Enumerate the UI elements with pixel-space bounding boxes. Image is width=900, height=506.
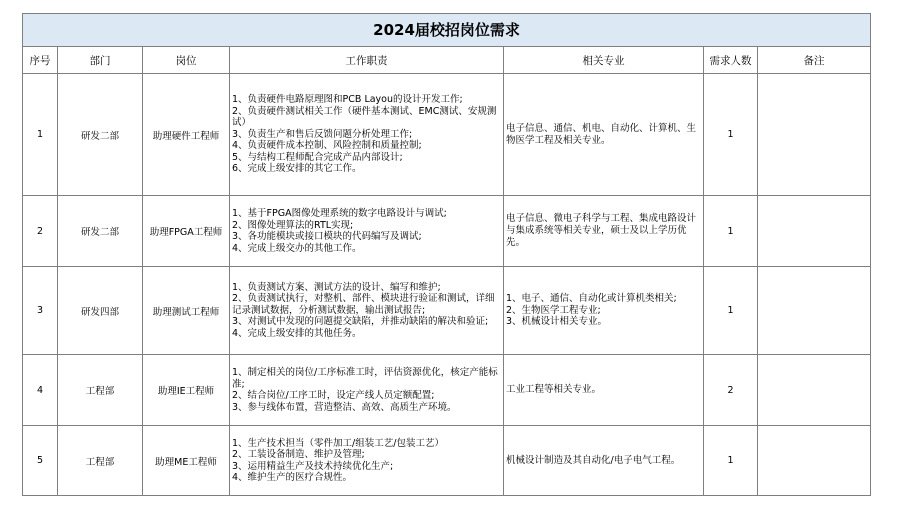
duty-line: 2、图像处理算法的RTL实现; (232, 219, 354, 231)
duty-line: 1、生产技术担当（零件加工/组装工艺/包装工艺） (232, 437, 444, 449)
duty-line: 1、基于FPGA图像处理系统的数字电路设计与调试; (232, 208, 447, 219)
duty-line: 3、运用精益生产及技术持续优化生产; (232, 460, 394, 472)
row-no: 5 (23, 426, 58, 496)
duty-line: 4、完成上级安排的其他任务。 (232, 327, 362, 339)
table-title: 2024届校招岗位需求 (23, 14, 871, 47)
row-duties (230, 426, 504, 496)
duty-line: 4、负责硬件成本控制、风险控制和质量控制; (232, 140, 422, 152)
row-duties (230, 74, 504, 196)
row-dept: 工程部 (58, 355, 143, 426)
header-count: 需求人数 (704, 47, 758, 74)
row-position: 助理IE工程师 (143, 355, 230, 426)
row-count: 1 (704, 426, 758, 496)
row-position: 助理硬件工程师 (143, 74, 230, 196)
duty-line: 2、负责测试执行，对整机、部件、模块进行验证和测试，详细记录测试数据，分析测试数据，输出测试报告; (232, 293, 495, 316)
row-remark (758, 426, 871, 496)
header-duties: 工作职责 (230, 47, 504, 74)
row-count: 2 (704, 355, 758, 426)
row-position: 助理FPGA工程师 (143, 196, 230, 267)
row-count: 1 (704, 196, 758, 267)
duty-line: 3、各功能模块或接口模块的代码编写及调试; (232, 231, 422, 242)
duty-line: 3、参与线体布置，营造整洁、高效、高质生产环境。 (232, 401, 457, 413)
row-majors: 电子信息、通信、机电、自动化、计算机、生物医学工程及相关专业。 (504, 74, 704, 196)
row-no: 3 (23, 267, 58, 355)
row-dept: 工程部 (58, 426, 143, 496)
row-dept: 研发四部 (58, 267, 143, 355)
row-majors (504, 267, 704, 355)
duty-line: 4、完成上级交办的其他工作。 (232, 242, 362, 254)
header-dept: 部门 (58, 47, 143, 74)
row-count: 1 (704, 74, 758, 196)
row-duties (230, 267, 504, 355)
row-dept: 研发二部 (58, 74, 143, 196)
row-majors: 机械设计制造及其自动化/电子电气工程。 (504, 426, 704, 496)
row-duties (230, 196, 504, 267)
row-duties (230, 355, 504, 426)
row-no: 2 (23, 196, 58, 267)
duty-line: 3、负责生产和售后反馈问题分析处理工作; (232, 128, 413, 140)
table-row (23, 426, 871, 496)
header-remark: 备注 (758, 47, 871, 74)
duty-line: 6、完成上级安排的其它工作。 (232, 163, 362, 175)
major-line: 3、机械设计相关专业。 (506, 316, 608, 328)
duty-line: 1、负责硬件电路原理图和PCB Layou的设计开发工作; (232, 94, 463, 106)
row-no: 1 (23, 74, 58, 196)
recruitment-sheet (22, 13, 870, 496)
duty-line: 2、负责硬件测试相关工作（硬件基本测试、EMC测试、安规测试） (232, 105, 497, 129)
table-row (23, 196, 871, 267)
header-no: 序号 (23, 47, 58, 74)
header-position: 岗位 (143, 47, 230, 74)
header-row (23, 47, 871, 74)
major-line: 2、生物医学工程专业; (506, 304, 601, 316)
row-position: 助理ME工程师 (143, 426, 230, 496)
row-remark (758, 355, 871, 426)
table-row (23, 355, 871, 426)
row-no: 4 (23, 355, 58, 426)
row-remark (758, 267, 871, 355)
duty-line: 4、维护生产的医疗合规性。 (232, 472, 353, 483)
position-table (22, 13, 871, 496)
row-majors: 工业工程等相关专业。 (504, 355, 704, 426)
row-position: 助理测试工程师 (143, 267, 230, 355)
row-count: 1 (704, 267, 758, 355)
duty-line: 3、对测试中发现的问题提交缺陷，并推动缺陷的解决和验证; (232, 316, 489, 328)
row-remark (758, 196, 871, 267)
row-majors: 电子信息、微电子科学与工程、集成电路设计与集成系统等相关专业，硕士及以上学历优先。 (504, 196, 704, 267)
row-dept: 研发二部 (58, 196, 143, 267)
duty-line: 1、负责测试方案、测试方法的设计、编写和维护; (232, 281, 441, 293)
table-row (23, 74, 871, 196)
duty-line: 2、结合岗位/工序工时，设定产线人员定额配置; (232, 390, 435, 401)
duty-line: 1、制定相关的岗位/工序标准工时，评估资源优化，核定产能标准; (232, 367, 498, 390)
major-line: 1、电子、通信、自动化或计算机类相关; (506, 293, 677, 305)
row-remark (758, 74, 871, 196)
duty-line: 5、与结构工程师配合完成产品内部设计; (232, 151, 403, 163)
table-row (23, 267, 871, 355)
header-majors: 相关专业 (504, 47, 704, 74)
duty-line: 2、工装设备制造、维护及管理; (232, 449, 365, 460)
